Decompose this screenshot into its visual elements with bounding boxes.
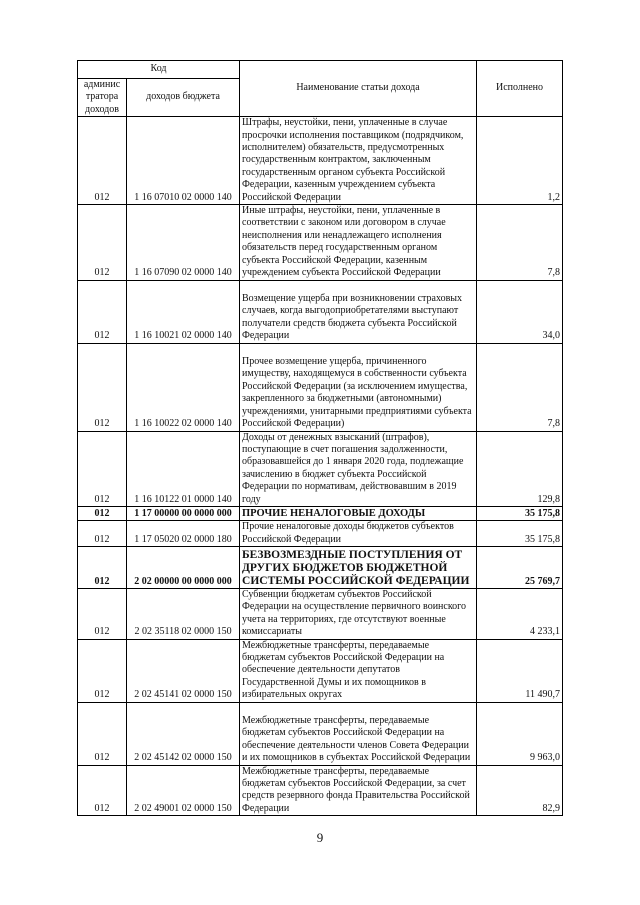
admin-code-cell: 012 (78, 546, 127, 588)
table-row (78, 343, 563, 431)
table-row (78, 117, 563, 205)
amount-cell: 25 769,7 (477, 546, 563, 588)
budget-code-cell: 1 16 10021 02 0000 140 (127, 280, 240, 343)
table-row (78, 280, 563, 343)
admin-code-cell: 012 (78, 520, 127, 546)
code-group-header: Код (78, 61, 240, 79)
table-row (78, 639, 563, 702)
table-row (78, 588, 563, 639)
admin-code-cell: 012 (78, 702, 127, 765)
amount-cell: 35 175,8 (477, 506, 563, 520)
revenue-name-cell: ПРОЧИЕ НЕНАЛОГОВЫЕ ДОХОДЫ (240, 506, 477, 520)
budget-code-cell: 1 17 00000 00 0000 000 (127, 506, 240, 520)
executed-column-header: Исполнено (477, 61, 563, 117)
budget-code-cell: 2 02 49001 02 0000 150 (127, 765, 240, 816)
budget-code-column-header: доходов бюджета (127, 79, 240, 117)
admin-code-cell: 012 (78, 205, 127, 280)
table-row (78, 431, 563, 506)
amount-cell: 1,2 (477, 117, 563, 205)
revenue-name-cell: БЕЗВОЗМЕЗДНЫЕ ПОСТУПЛЕНИЯ ОТ ДРУГИХ БЮДЖЕТОВ БЮДЖЕТНОЙ СИСТЕМЫ РОССИЙСКОЙ ФЕДЕРАЦИИ (240, 546, 477, 588)
budget-code-cell: 1 16 07090 02 0000 140 (127, 205, 240, 280)
admin-code-cell: 012 (78, 117, 127, 205)
revenue-name-cell: Субвенции бюджетам субъектов Российской Федерации на осуществление первичного воинского учета на территориях, где отсутствуют военные комиссариаты (240, 588, 477, 639)
header-row-top (78, 61, 563, 79)
table-row (78, 765, 563, 816)
admin-code-cell: 012 (78, 343, 127, 431)
admin-code-cell: 012 (78, 506, 127, 520)
admin-code-cell: 012 (78, 639, 127, 702)
amount-cell: 34,0 (477, 280, 563, 343)
budget-code-cell: 1 16 10022 02 0000 140 (127, 343, 240, 431)
table-row-section (78, 546, 563, 588)
table-row (78, 205, 563, 280)
revenue-table (77, 60, 563, 816)
revenue-name-cell: Возмещение ущерба при возникновении страховых случаев, когда выгодоприобретателями выступают получатели средств бюджета субъекта Российской Федерации (240, 280, 477, 343)
amount-cell: 7,8 (477, 343, 563, 431)
admin-code-cell: 012 (78, 280, 127, 343)
table-row (78, 702, 563, 765)
budget-code-cell: 2 02 45142 02 0000 150 (127, 702, 240, 765)
admin-code-cell: 012 (78, 431, 127, 506)
revenue-name-cell: Прочие неналоговые доходы бюджетов субъектов Российской Федерации (240, 520, 477, 546)
revenue-name-cell: Иные штрафы, неустойки, пени, уплаченные в соответствии с законом или договором в случае неисполнения или ненадлежащего исполнения обязательств перед государственным органом субъекта Российской Федерации, казенным учреждением субъекта Российской Федерации (240, 205, 477, 280)
name-column-header: Наименование статьи дохода (240, 61, 477, 117)
page-number: 9 (316, 830, 324, 845)
budget-code-cell: 1 17 05020 02 0000 180 (127, 520, 240, 546)
amount-cell: 7,8 (477, 205, 563, 280)
budget-code-cell: 2 02 35118 02 0000 150 (127, 588, 240, 639)
admin-code-cell: 012 (78, 765, 127, 816)
budget-code-cell: 1 16 07010 02 0000 140 (127, 117, 240, 205)
revenue-name-cell: Межбюджетные трансферты, передаваемые бюджетам субъектов Российской Федерации, за счет средств резервного фонда Правительства Российской Федерации (240, 765, 477, 816)
budget-code-cell: 2 02 00000 00 0000 000 (127, 546, 240, 588)
table-row-section (78, 506, 563, 520)
revenue-name-cell: Межбюджетные трансферты, передаваемые бюджетам субъектов Российской Федерации на обеспечение деятельности членов Совета Федерации и их помощников в субъектах Российской Федерации (240, 702, 477, 765)
admin-column-header: админис тратора доходов (78, 79, 127, 117)
amount-cell: 129,8 (477, 431, 563, 506)
amount-cell: 11 490,7 (477, 639, 563, 702)
revenue-name-cell: Доходы от денежных взысканий (штрафов), поступающие в счет погашения задолженности, образовавшейся до 1 января 2020 года, подлежащие зачислению в бюджет субъекта Российской Федерации по нормативам, действовавшим в 2019 году (240, 431, 477, 506)
amount-cell: 82,9 (477, 765, 563, 816)
table-row (78, 520, 563, 546)
budget-code-cell: 1 16 10122 01 0000 140 (127, 431, 240, 506)
amount-cell: 35 175,8 (477, 520, 563, 546)
revenue-name-cell: Прочее возмещение ущерба, причиненного имуществу, находящемуся в собственности субъекта Российской Федерации (за исключением имущества, закрепленного за бюджетными (автономными) учреждениями, унитарными предприятиями субъекта Российской Федерации) (240, 343, 477, 431)
revenue-name-cell: Штрафы, неустойки, пени, уплаченные в случае просрочки исполнения поставщиком (подрядчиком, исполнителем) обязательств, предусмотренных государственным контрактом, заключенным государственным органом субъекта Российской Федерации, казенным учреждением субъекта Российской Федерации (240, 117, 477, 205)
amount-cell: 9 963,0 (477, 702, 563, 765)
amount-cell: 4 233,1 (477, 588, 563, 639)
budget-code-cell: 2 02 45141 02 0000 150 (127, 639, 240, 702)
admin-code-cell: 012 (78, 588, 127, 639)
revenue-name-cell: Межбюджетные трансферты, передаваемые бюджетам субъектов Российской Федерации на обеспечение деятельности депутатов Государственной Думы и их помощников в избирательных округах (240, 639, 477, 702)
